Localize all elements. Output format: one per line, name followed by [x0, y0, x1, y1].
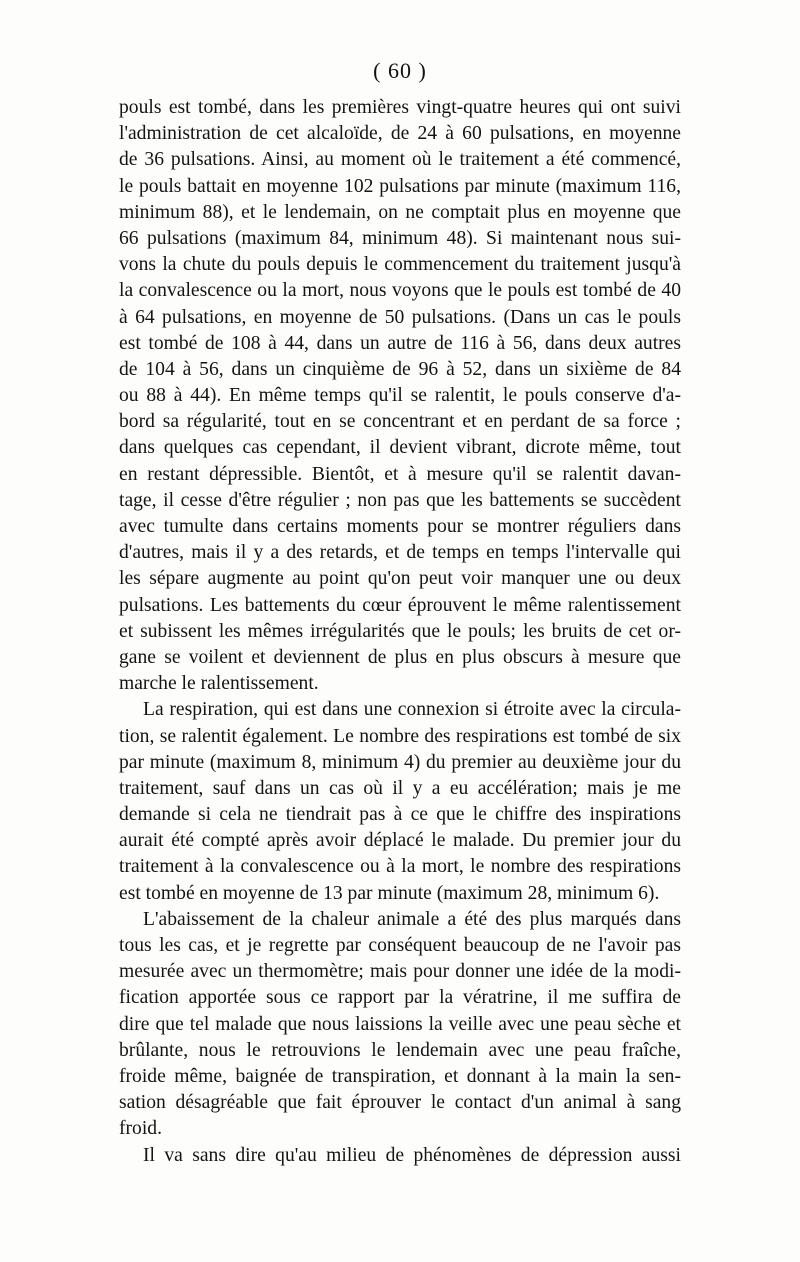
text-line: Il va sans dire qu'au milieu de phénomènes de dépression aussi [143, 1144, 681, 1166]
text-line: les sépare augmente au point qu'on peut voir manquer une ou deux [119, 568, 681, 590]
text-line: tage, il cesse d'être régulier ; non pas que les battements se succèdent [119, 489, 681, 511]
text-line: la convalescence ou la mort, nous voyons que le pouls est tombé de 40 [119, 280, 681, 302]
text-line: aurait été compté après avoir déplacé le malade. Du premier jour du [119, 830, 681, 852]
text-line: demande si cela ne tiendrait pas à ce que le chiffre des inspirations [119, 804, 681, 826]
text-line: avec tumulte dans certains moments pour se montrer réguliers dans [119, 516, 681, 537]
text-line: traitement à la convalescence ou à la mort, le nombre des respirations [119, 856, 681, 878]
text-line: sation désagréable que fait éprouver le contact d'un animal à sang [119, 1092, 681, 1114]
text-line: en restant dépressible. Bientôt, et à mesure qu'il se ralentit davan- [119, 463, 681, 485]
text-line: froid. [119, 1118, 162, 1140]
text-line: de 104 à 56, dans un cinquième de 96 à 52, dans un sixième de 84 [119, 358, 681, 380]
text-line: gane se voilent et deviennent de plus en plus obscurs à mesure que [119, 646, 681, 668]
text-line: vons la chute du pouls depuis le commencement du traitement jusqu'à [119, 254, 681, 276]
page-number: ( 60 ) [373, 58, 427, 83]
text-line: La respiration, qui est dans une connexion si étroite avec la circula- [143, 699, 681, 721]
text-line: fication apportée sous ce rapport par la vératrine, il me suffira de [119, 987, 681, 1009]
text-line: est tombé de 108 à 44, dans un autre de 116 à 56, dans deux autres [119, 332, 681, 354]
text-line: par minute (maximum 8, minimum 4) du premier au deuxième jour du [119, 751, 681, 773]
paragraph [119, 95, 681, 697]
text-line: marche le ralentissement. [119, 673, 319, 695]
text-line: est tombé en moyenne de 13 par minute (maximum 28, minimum 6). [119, 882, 660, 904]
body-text [119, 95, 681, 1169]
text-line: tion, se ralentit également. Le nombre des respirations est tombé de six [119, 725, 681, 747]
text-line: ou 88 à 44). En même temps qu'il se ralentit, le pouls conserve d'a- [119, 385, 681, 407]
paragraph [119, 697, 681, 907]
text-line: d'autres, mais il y a des retards, et de temps en temps l'intervalle qui [119, 542, 681, 564]
paragraph [119, 907, 681, 1143]
text-line: pulsations. Les battements du cœur éprouvent le même ralentissement [119, 594, 681, 616]
text-line: et subissent les mêmes irrégularités que le pouls; les bruits de cet or- [119, 620, 681, 642]
text-line: dans quelques cas cependant, il devient vibrant, dicrote même, tout [119, 437, 681, 459]
text-line: L'abaissement de la chaleur animale a été des plus marqués dans [143, 908, 681, 930]
text-line: traitement, sauf dans un cas où il y a eu accélération; mais je me [119, 777, 681, 799]
text-line: dire que tel malade que nous laissions la veille avec une peau sèche et [119, 1013, 681, 1035]
text-line: 66 pulsations (maximum 84, minimum 48). Si maintenant nous sui- [119, 227, 681, 249]
text-line: mesurée avec un thermomètre; mais pour donner une idée de la modi- [119, 961, 681, 983]
text-line: bord sa régularité, tout en se concentrant et en perdant de sa force ; [119, 411, 681, 433]
text-line: l'administration de cet alcaloïde, de 24 à 60 pulsations, en moyenne [119, 123, 681, 145]
text-line: de 36 pulsations. Ainsi, au moment où le traitement a été commencé, [119, 149, 681, 171]
text-line: minimum 88), et le lendemain, on ne comptait plus en moyenne que [119, 201, 681, 223]
text-line: le pouls battait en moyenne 102 pulsations par minute (maximum 116, [119, 175, 681, 197]
text-line: à 64 pulsations, en moyenne de 50 pulsations. (Dans un cas le pouls [119, 306, 681, 328]
text-line: brûlante, nous le retrouvions le lendemain avec une peau fraîche, [119, 1039, 681, 1061]
paragraph [119, 1143, 681, 1169]
text-line: tous les cas, et je regrette par conséquent beaucoup de ne l'avoir pas [119, 935, 681, 956]
text-line: froide même, baignée de transpiration, et donnant à la main la sen- [119, 1065, 681, 1087]
text-line: pouls est tombé, dans les premières vingt-quatre heures qui ont suivi [119, 97, 681, 118]
